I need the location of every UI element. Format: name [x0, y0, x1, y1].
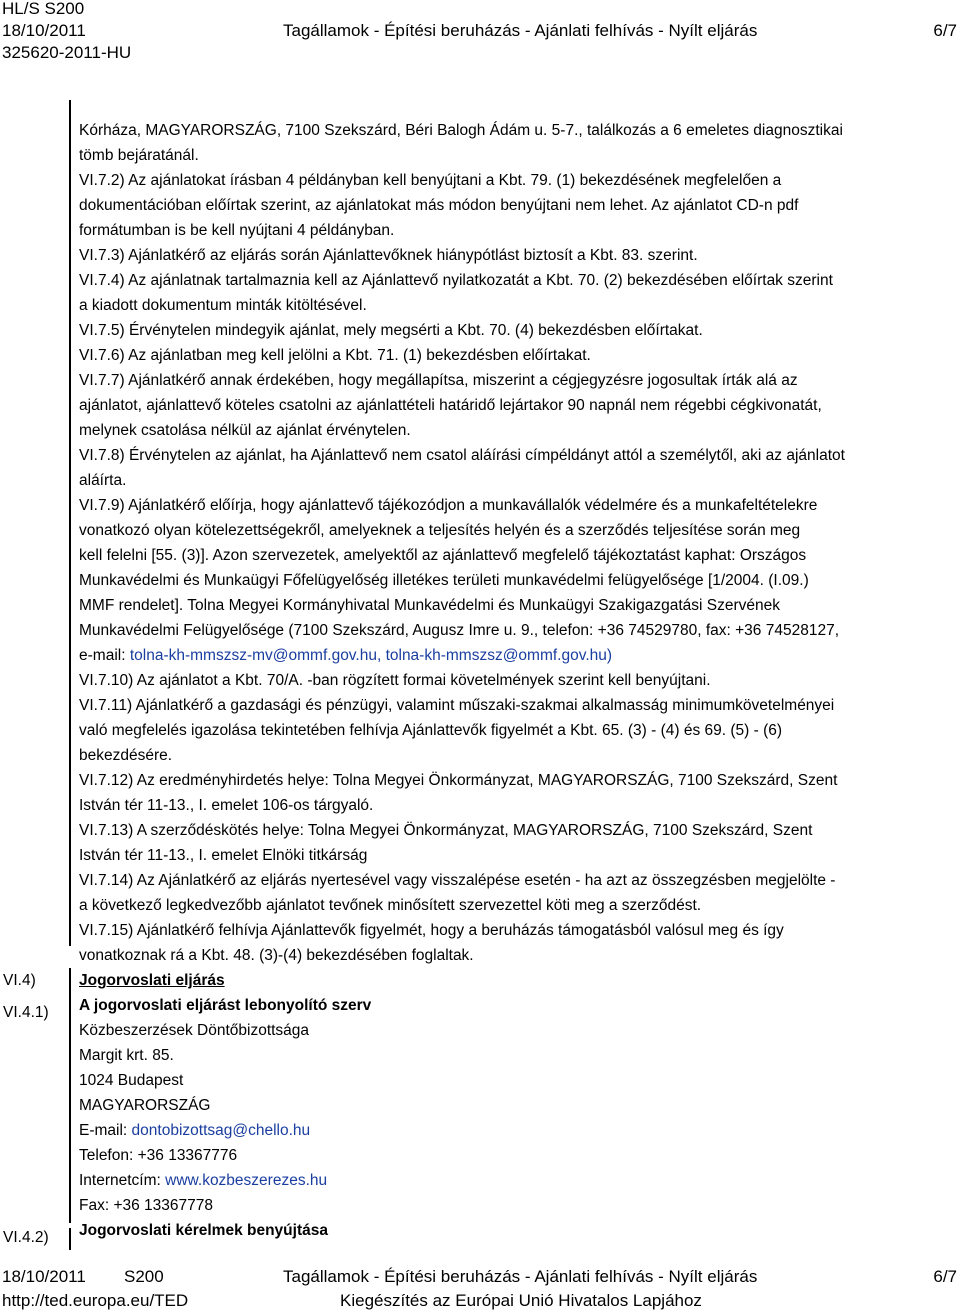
- body-line: aláírta.: [79, 472, 127, 489]
- header-code: HL/S S200: [2, 0, 85, 18]
- body-line: VI.7.2) Az ajánlatokat írásban 4 példányban kell benyújtani a Kbt. 79. (1) bekezdésének megfelelően a: [79, 172, 782, 189]
- section-number-vi4: VI.4): [3, 972, 36, 989]
- section-number-vi42: VI.4.2): [3, 1229, 49, 1246]
- body-line: melynek csatolása nélkül az ajánlat érvénytelen.: [79, 422, 411, 439]
- body-line: MMF rendelet]. Tolna Megyei Kormányhivatal Munkavédelmi és Munkaügyi Szakigazgatási Szervének: [79, 597, 780, 614]
- header-notice-id: 325620-2011-HU: [2, 43, 132, 62]
- section-title-vi41: A jogorvoslati eljárást lebonyolító szerv: [79, 997, 372, 1014]
- web-link[interactable]: www.kozbeszerezes.hu: [165, 1172, 328, 1189]
- body-line: VI.7.13) A szerződéskötés helye: Tolna Megyei Önkormányzat, MAGYARORSZÁG, 7100 Szekszárd, Szent: [79, 822, 813, 839]
- body-line: Munkavédelmi és Munkaügyi Főfelügyelőség illetékes területi munkavédelmi felügyelősége [1/2004. (I.09.): [79, 572, 809, 589]
- body-line: ajánlatot, ajánlattevő köteles csatolni az ajánlattételi határidő lejártakor 90 napnál nem régebbi cégkivonatát,: [79, 397, 822, 414]
- body-line: tömb bejáratánál.: [79, 147, 199, 164]
- body-line: formátumban is be kell nyújtani 4 példányban.: [79, 222, 395, 239]
- margin-rule: [69, 100, 71, 946]
- body-line: vonatkoznak rá a Kbt. 48. (3)-(4) bekezdésében foglaltak.: [79, 947, 474, 964]
- margin-rule: [69, 968, 71, 1223]
- body-line: való megfelelés igazolása tekintetében felhívja Ajánlattevők figyelmét a Kbt. 65. (3) - (4) és 69. (5) - (6): [79, 722, 783, 739]
- body-line: bekezdésére.: [79, 747, 173, 764]
- review-body-country: MAGYARORSZÁG: [79, 1097, 211, 1114]
- section-title-vi42: Jogorvoslati kérelmek benyújtása: [79, 1222, 328, 1239]
- header-title: Tagállamok - Építési beruházás - Ajánlati felhívás - Nyílt eljárás: [283, 21, 758, 40]
- review-body-fax: Fax: +36 13367778: [79, 1197, 214, 1214]
- footer-series: S200: [124, 1267, 164, 1286]
- body-line: VI.7.9) Ajánlatkérő előírja, hogy ajánlattevő tájékozódjon a munkavállalók védelmére és a munkafeltételekre: [79, 497, 818, 514]
- notice-body: [79, 118, 959, 1243]
- review-body-web: [79, 1168, 959, 1193]
- section-number-vi41: VI.4.1): [3, 1004, 49, 1021]
- review-body-street: Margit krt. 85.: [79, 1047, 174, 1064]
- review-body-email: [79, 1118, 959, 1143]
- body-line: VI.7.8) Érvénytelen az ajánlat, ha Ajánlattevő nem csatol aláírási címpéldányt attól a személytől, aki az ajánlatot: [79, 447, 845, 464]
- body-line: VI.7.14) Az Ajánlatkérő az eljárás nyertesével vagy visszalépése esetén - ha azt az összegzésben megjelölte -: [79, 872, 836, 889]
- footer-url[interactable]: http://ted.europa.eu/TED: [2, 1291, 189, 1310]
- margin-rule: [69, 1228, 71, 1250]
- body-line: VI.7.10) Az ajánlatot a Kbt. 70/A. -ban rögzített formai követelmények szerint kell benyújtani.: [79, 672, 711, 689]
- body-line: VI.7.15) Ajánlatkérő felhívja Ajánlattevők figyelmét, hogy a beruházás támogatásból valósul meg és így: [79, 922, 784, 939]
- body-line: kell felelni [55. (3)]. Azon szervezetek, amelyektől az ajánlattevő megfelelő tájékoztatást kaphat: Országos: [79, 547, 807, 564]
- body-line: VI.7.11) Ajánlatkérő a gazdasági és pénzügyi, valamint műszaki-szakmai alkalmasság minimumkövetelményei: [79, 697, 835, 714]
- email-label: E-mail:: [79, 1122, 132, 1139]
- body-line: VI.7.5) Érvénytelen mindegyik ajánlat, mely megsérti a Kbt. 70. (4) bekezdésben előírtakat.: [79, 322, 703, 339]
- header-page-number: 6/7: [933, 21, 957, 40]
- page-header: [0, 0, 960, 72]
- body-line: István tér 11-13., I. emelet Elnöki titkárság: [79, 847, 368, 864]
- footer-page-number: 6/7: [933, 1267, 957, 1286]
- body-line: Munkavédelmi Felügyelősége (7100 Szekszárd, Augusz Imre u. 9., telefon: +36 74529780, fax: +36 74528127,: [79, 622, 839, 639]
- body-line: vonatkozó olyan kötelezettségekről, amelyeknek a teljesítés helyén és a szerződés teljesítése során meg: [79, 522, 801, 539]
- web-label: Internetcím:: [79, 1172, 166, 1189]
- email-link[interactable]: tolna-kh-mmszsz-mv@ommf.gov.hu, tolna-kh-mmszsz@ommf.gov.hu): [129, 647, 613, 664]
- body-line: VI.7.4) Az ajánlatnak tartalmaznia kell az Ajánlattevő nyilatkozatát a Kbt. 70. (2) bekezdésében előírtak szerint: [79, 272, 833, 289]
- header-left: [2, 0, 131, 64]
- section-title-vi4: Jogorvoslati eljárás: [79, 972, 225, 989]
- review-body-phone: Telefon: +36 13367776: [79, 1147, 238, 1164]
- body-line: a következő legkedvezőbb ajánlatot tevőnek minősített szervezettel köti meg a szerződést.: [79, 897, 702, 914]
- body-line: István tér 11-13., I. emelet 106-os tárgyaló.: [79, 797, 374, 814]
- email-prefix: e-mail:: [79, 647, 130, 664]
- body-line: VI.7.7) Ajánlatkérő annak érdekében, hogy megállapítsa, miszerint a cégjegyzésre jogosultak írták alá az: [79, 372, 798, 389]
- footer-subtitle: Kiegészítés az Európai Unió Hivatalos Lapjához: [340, 1291, 702, 1310]
- body-line: Kórháza, MAGYARORSZÁG, 7100 Szekszárd, Béri Balogh Ádám u. 5-7., találkozás a 6 emeletes diagnosztikai: [79, 122, 843, 139]
- body-line: a kiadott dokumentum minták kitöltésével.: [79, 297, 367, 314]
- review-body-city: 1024 Budapest: [79, 1072, 184, 1089]
- body-line: VI.7.3) Ajánlatkérő az eljárás során Ajánlattevőknek hiánypótlást biztosít a Kbt. 83. szerint.: [79, 247, 698, 264]
- email-link[interactable]: dontobizottsag@chello.hu: [131, 1122, 311, 1139]
- footer-date: 18/10/2011: [2, 1267, 86, 1286]
- email-contact-line: [79, 643, 959, 668]
- footer-title: Tagállamok - Építési beruházás - Ajánlati felhívás - Nyílt eljárás: [283, 1267, 758, 1286]
- header-date: 18/10/2011: [2, 21, 86, 40]
- body-line: VI.7.12) Az eredményhirdetés helye: Tolna Megyei Önkormányzat, MAGYARORSZÁG, 7100 Szekszárd, Szent: [79, 772, 838, 789]
- body-line: VI.7.6) Az ajánlatban meg kell jelölni a Kbt. 71. (1) bekezdésben előírtakat.: [79, 347, 591, 364]
- body-line: dokumentációban előírtak szerint, az ajánlatokat más módon benyújtani nem lehet. Az ajánlatot CD-n pdf: [79, 197, 799, 214]
- review-body-name: Közbeszerzések Döntőbizottsága: [79, 1022, 310, 1039]
